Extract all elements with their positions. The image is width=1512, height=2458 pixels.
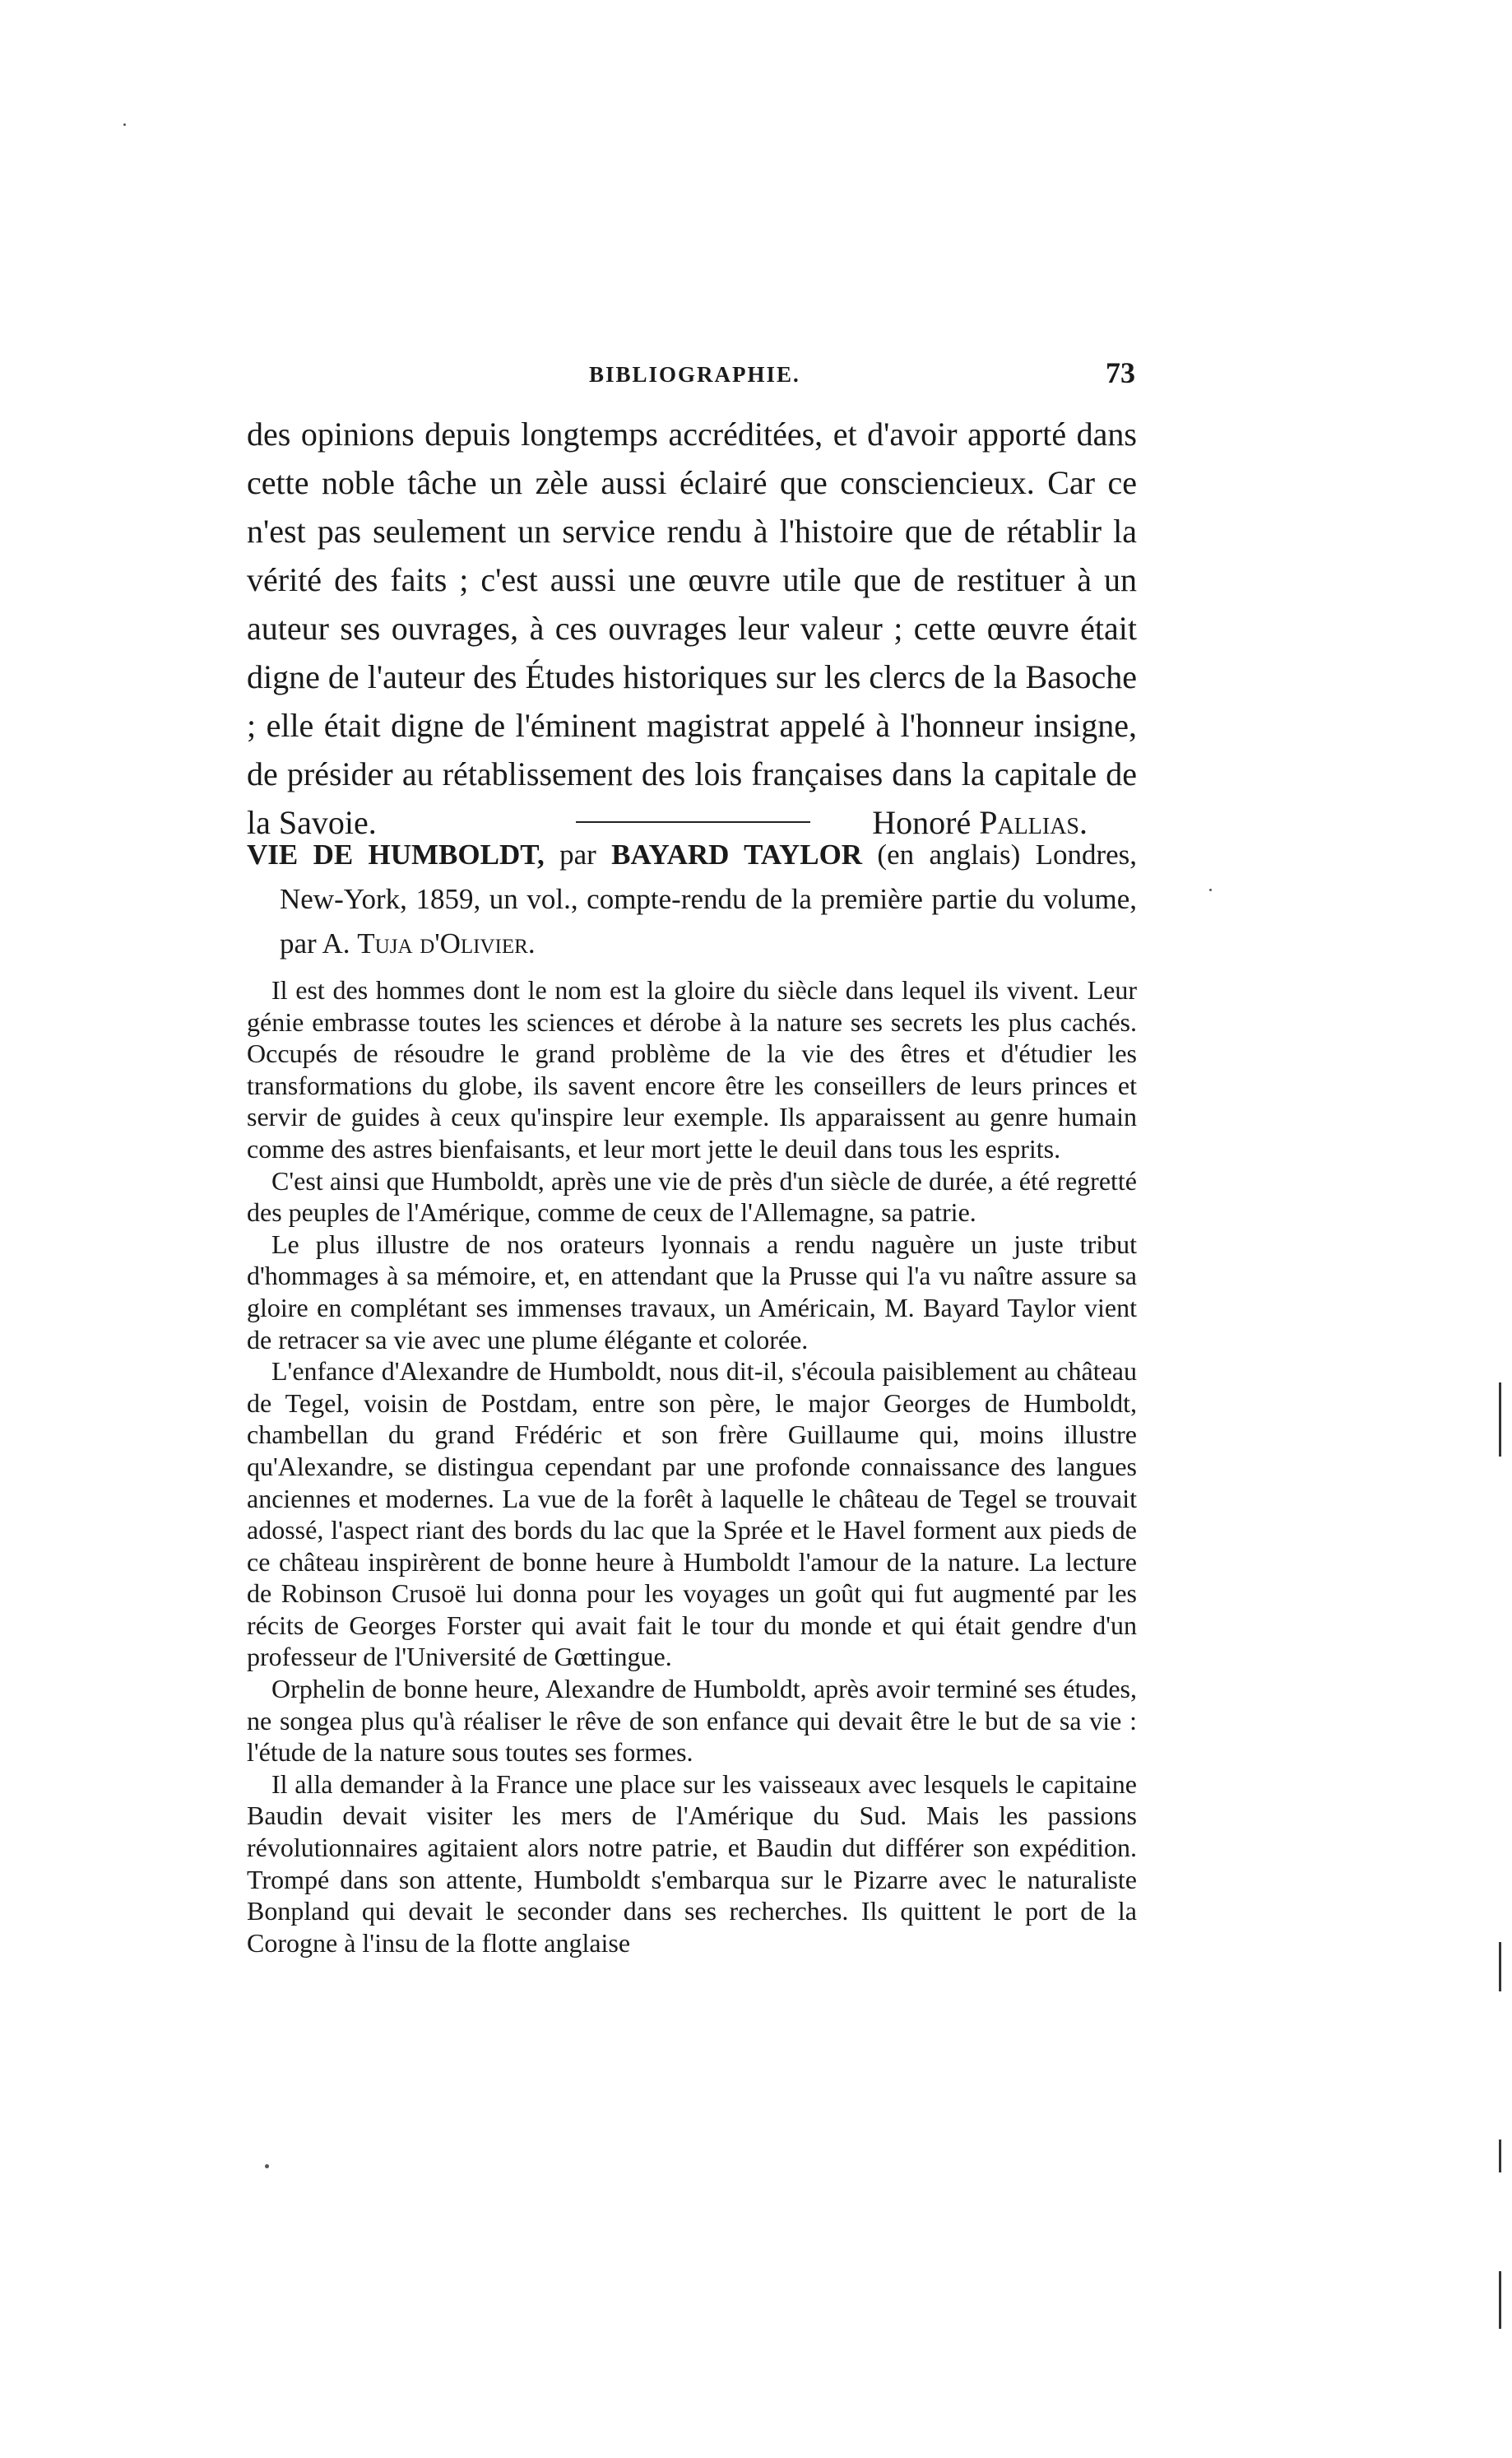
- margin-mark: [1499, 1382, 1501, 1457]
- page-speck: [1209, 889, 1212, 891]
- body-paragraph: Il alla demander à la France une place sur les vaisseaux avec lesquels le capitaine Baudin devait visiter les mers de l'Amérique du Sud. Mais les passions révolutionnaires agitaient alors notre patrie, et Baudin dut différer son expédition. Trompé dans son attente, Humboldt s'embarqua sur le Pizarre avec le naturaliste Bonpland qui devait le seconder dans ses recherches. Ils quittent le port de la Corogne à l'insu de la flotte anglaise: [247, 1768, 1137, 1958]
- section-divider: [576, 821, 810, 823]
- review-heading-line: [247, 833, 1137, 966]
- body-paragraph: C'est ainsi que Humboldt, après une vie de près d'un siècle de durée, a été regretté des peuples de l'Amérique, comme de ceux de l'Allemagne, sa patrie.: [247, 1165, 1137, 1228]
- previous-article-text: des opinions depuis longtemps accréditées, et d'avoir apporté dans cette noble tâche un zèle aussi éclairé que consciencieux. Car ce n'est pas seulement un service rendu à l'histoire que de rétablir la vérité des faits ; c'est aussi une œuvre utile que de restituer à un auteur ses ouvrages, à ces ouvrages leur valeur ; cette œuvre était digne de l'auteur des Études historiques sur les clercs de la Basoche ; elle était digne de l'éminent magistrat appelé à l'honneur insigne, de présider au rétablissement des lois françaises dans la capitale de la Savoie.: [247, 416, 1137, 841]
- book-by: par: [559, 839, 596, 871]
- body-paragraph: L'enfance d'Alexandre de Humboldt, nous dit-il, s'écoula paisiblement au château de Tegel, voisin de Postdam, entre son père, le major Georges de Humboldt, chambellan du grand Frédéric et son frère Guillaume qui, moins illustre qu'Alexandre, se distingua cependant par une profonde connaissance des langues anciennes et modernes. La vue de la forêt à laquelle le château de Tegel se trouvait adossé, l'aspect riant des bords du lac que la Sprée et le Havel forment aux pieds de ce château inspirèrent de bonne heure à Humboldt l'amour de la nature. La lecture de Robinson Crusoë lui donna pour les voyages un goût qui fut augmenté par les récits de Georges Forster qui avait fait le tour du monde et qui était gendre d'un professeur de l'Université de Gœttingue.: [247, 1356, 1137, 1672]
- margin-mark: [1499, 2140, 1501, 2172]
- book-details: (en anglais) Londres, New-York, 1859, un vol., compte-rendu de la première partie du volume, par A.: [280, 839, 1138, 960]
- margin-mark: [1499, 2271, 1501, 2329]
- review-body: [247, 974, 1137, 1959]
- page-number: 73: [1106, 356, 1135, 389]
- book-title: VIE DE HUMBOLDT,: [247, 839, 545, 871]
- margin-mark: [1499, 1942, 1501, 1991]
- book-author: BAYARD TAYLOR: [611, 839, 863, 871]
- page-speck: [265, 2164, 269, 2168]
- body-paragraph: Il est des hommes dont le nom est la gloire du siècle dans lequel ils vivent. Leur génie embrasse toutes les sciences et dérobe à la nature ses secrets les plus cachés. Occupés de résoudre le grand problème de la vie des êtres et d'étudier les transformations du globe, ils savent encore être les conseillers de leurs princes et servir de guides à ceux qu'inspire leur exemple. Ils apparaissent au genre humain comme des astres bienfaisants, et leur mort jette le deuil dans tous les esprits.: [247, 975, 1137, 1164]
- running-title: BIBLIOGRAPHIE.: [589, 362, 800, 387]
- body-paragraph: Orphelin de bonne heure, Alexandre de Humboldt, après avoir terminé ses études, ne songea plus qu'à réaliser le rêve de son enfance qui devait être le but de sa vie : l'étude de la nature sous toutes ses formes.: [247, 1674, 1137, 1768]
- body-paragraph: Le plus illustre de nos orateurs lyonnais a rendu naguère un juste tribut d'hommages à sa mémoire, et, en attendant que la Prusse qui l'a vu naître assure sa gloire en complétant ses immenses travaux, un Américain, M. Bayard Taylor vient de retracer sa vie avec une plume élégante et colorée.: [247, 1229, 1137, 1354]
- signature-first-name: Honoré: [872, 804, 972, 841]
- review-heading: [247, 833, 1137, 966]
- signature-last-name: Pallias.: [979, 804, 1088, 841]
- reviewer-name: Tuja d'Olivier.: [357, 927, 536, 960]
- page-speck: [123, 123, 126, 126]
- page-header: [247, 355, 1135, 397]
- previous-article-conclusion: [247, 410, 1137, 847]
- previous-article-paragraph: [247, 410, 1137, 847]
